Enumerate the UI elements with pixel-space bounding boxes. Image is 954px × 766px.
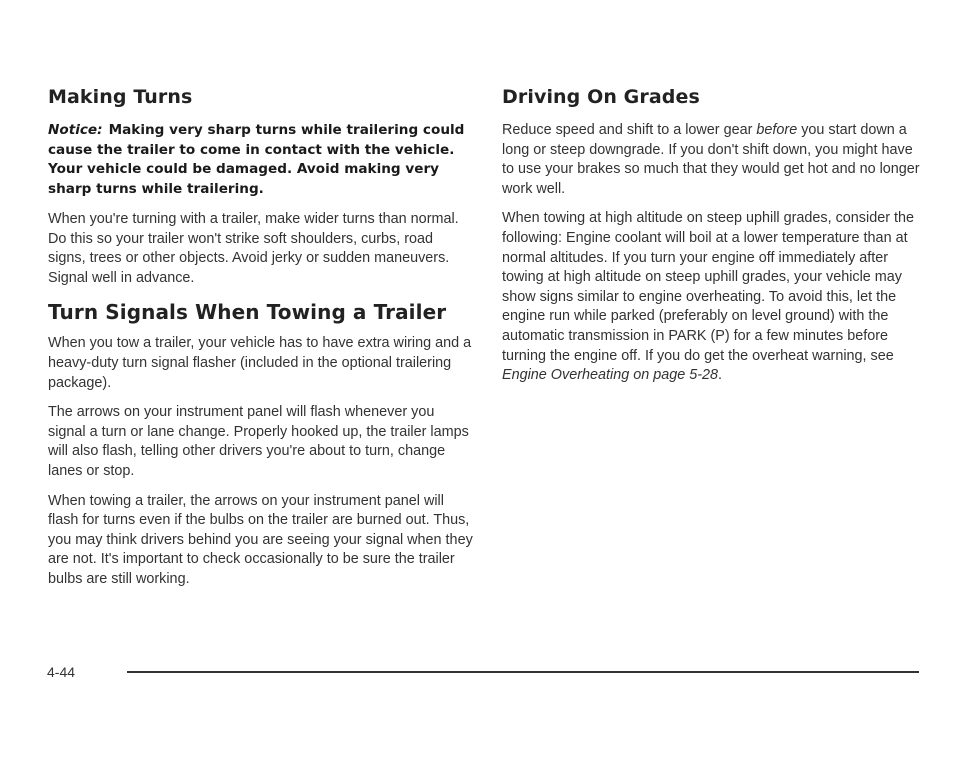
turn-signals-heading: Turn Signals When Towing a Trailer <box>48 300 447 325</box>
making-turns-section <box>48 85 473 288</box>
p2-text: When towing at high altitude on steep uphill grades, consider the following: Engine coolant will boil at a lower temperature than at normal altitudes. If you turn your engine off immediately after towing at high altitude on steep uphill grades, your vehicle may show signs similar to engine overheating. To avoid this, let the engine run while parked (preferably on level ground) with the automatic transmission in PARK (P) for a few minutes before turning the engine off. If you do get the overheat warning, see <box>502 210 914 364</box>
turn-signals-section <box>48 300 473 589</box>
p1-before: Reduce speed and shift to a lower gear <box>502 122 757 138</box>
driving-on-grades-paragraph-1 <box>502 121 924 199</box>
p2-end: . <box>718 367 723 384</box>
turn-signals-paragraph-2: The arrows on your instrument panel will flash whenever you signal a turn or lane change. Properly hooked up, the trailer lamps will also flash, telling other drivers you're about to turn, change lanes or stop. <box>48 404 469 479</box>
making-turns-paragraph: When you're turning with a trailer, make wider turns than normal. Do this so your trailer won't strike soft shoulders, curbs, road signs, trees or other objects. Avoid jerky or sudden maneuvers. Signal well in advance. <box>48 211 459 286</box>
footer-rule <box>127 671 919 673</box>
page-number: 4-44 <box>47 664 76 680</box>
right-column <box>502 80 924 396</box>
making-turns-heading: Making Turns <box>48 86 193 108</box>
driving-on-grades-heading: Driving On Grades <box>502 86 700 108</box>
making-turns-notice <box>48 121 473 199</box>
driving-on-grades-section <box>502 85 924 386</box>
turn-signals-paragraph-3: When towing a trailer, the arrows on your instrument panel will flash for turns even if the bulbs on the trailer are burned out. Thus, you may think drivers behind you are seeing your signal when they are not. It's important to check occasionally to be sure the trailer bulbs are still working. <box>48 492 473 587</box>
notice-text: Making very sharp turns while trailering could cause the trailer to come in contact with the vehicle. Your vehicle could be damaged. Avoid making very sharp turns while trailering. <box>48 122 465 197</box>
left-column <box>48 80 473 600</box>
engine-overheating-reference: Engine Overheating on page 5-28 <box>502 367 719 384</box>
p1-emphasis: before <box>756 122 798 138</box>
driving-on-grades-paragraph-2 <box>502 209 924 385</box>
p1-after: you start down a long or steep downgrade. If you don't shift down, you might have to use your brakes so much that they would get hot and no longer work well. <box>502 122 920 197</box>
turn-signals-paragraph-1: When you tow a trailer, your vehicle has to have extra wiring and a heavy-duty turn signal flasher (included in the optional trailering package). <box>48 335 472 391</box>
notice-label: Notice: <box>48 122 103 138</box>
